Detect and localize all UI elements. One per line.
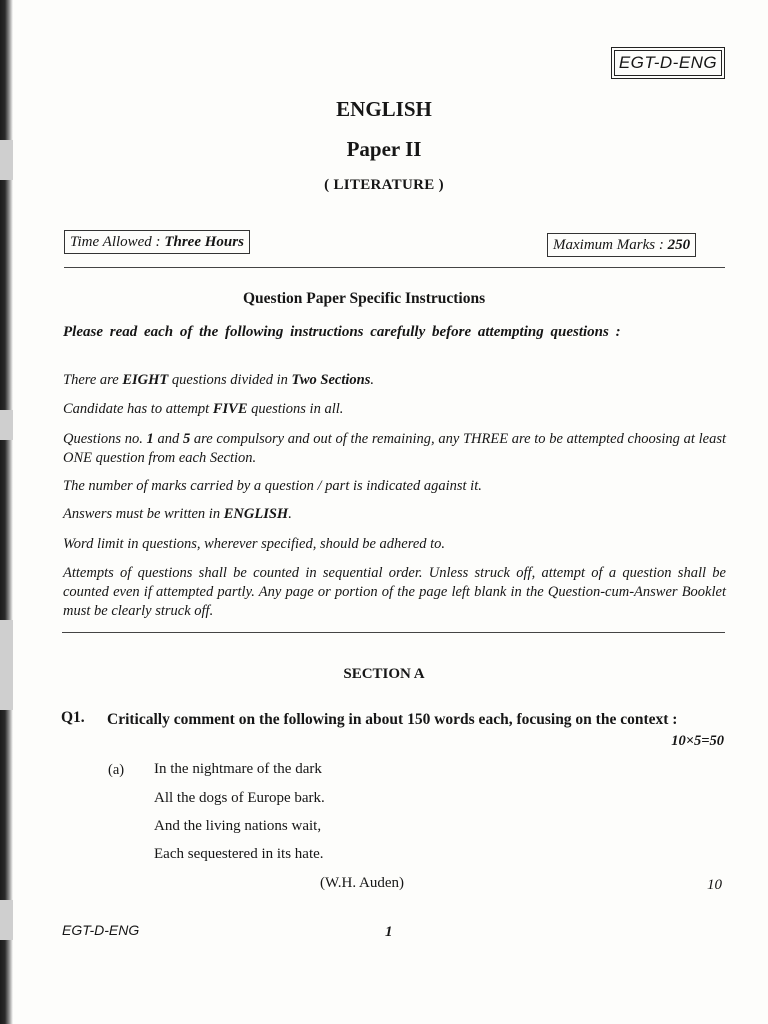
part-marks: 10 xyxy=(707,877,722,893)
time-label: Time Allowed : xyxy=(70,234,161,250)
page-number: 1 xyxy=(385,924,393,940)
verse-line: All the dogs of Europe bark. xyxy=(154,790,325,806)
paper-title: Paper II xyxy=(346,137,422,161)
part-label: (a) xyxy=(108,762,125,778)
footer-paper-code: EGT-D-ENG xyxy=(62,922,140,938)
instruction-item: Answers must be written in ENGLISH. xyxy=(63,506,292,522)
poem-author: (W.H. Auden) xyxy=(320,875,405,891)
instruction-item: There are EIGHT questions divided in Two Sections. xyxy=(63,372,374,388)
subject-title: ENGLISH xyxy=(336,97,432,121)
question-marks: 10×5=50 xyxy=(671,733,724,749)
question-text: Critically comment on the following in about 150 words each, focusing on the context : xyxy=(107,711,678,728)
question-number: Q1. xyxy=(61,709,85,726)
verse-line: Each sequestered in its hate. xyxy=(154,846,324,862)
instructions-divider xyxy=(62,632,725,633)
max-marks-box xyxy=(547,233,696,257)
paper-type: ( LITERATURE ) xyxy=(324,177,444,193)
time-value: Three Hours xyxy=(164,234,244,250)
instruction-item: Candidate has to attempt FIVE questions in all. xyxy=(63,401,344,417)
marks-label: Maximum Marks : xyxy=(553,237,664,253)
instructions-heading: Question Paper Specific Instructions xyxy=(243,290,486,307)
verse-line: And the living nations wait, xyxy=(154,818,322,834)
marks-value: 250 xyxy=(667,237,691,253)
instruction-item: The number of marks carried by a question / part is indicated against it. xyxy=(63,478,482,494)
time-allowed-box xyxy=(64,230,250,254)
instruction-item: Attempts of questions shall be counted in sequential order. Unless struck off, attempt of a question shall be counted even if attempted partly. Any page or portion of the page left blank in the Question-cum-Answer Booklet must be clearly struck off. xyxy=(63,565,726,619)
instructions-lead: Please read each of the following instructions carefully before attempting questions : xyxy=(63,324,621,340)
paper-code-box: EGT-D-ENG xyxy=(614,50,722,76)
verse-line: In the nightmare of the dark xyxy=(154,761,322,777)
instruction-item: Word limit in questions, wherever specified, should be adhered to. xyxy=(63,536,446,552)
section-heading: SECTION A xyxy=(343,666,425,682)
instruction-item: Questions no. 1 and 5 are compulsory and out of the remaining, any THREE are to be attempted choosing at least ONE question from each Section. xyxy=(63,431,726,466)
header-divider xyxy=(64,267,725,268)
